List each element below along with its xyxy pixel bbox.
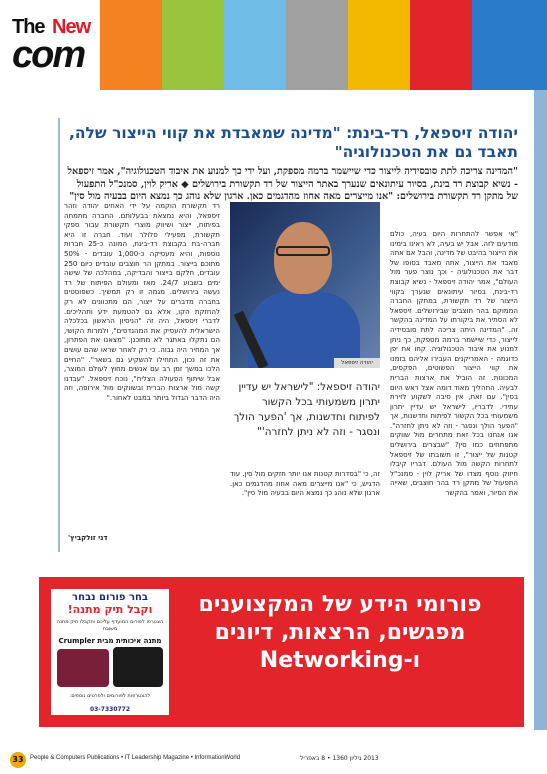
ad-title-line-3: ו-Networking bbox=[259, 648, 421, 673]
masthead-stripe-gray bbox=[286, 0, 348, 90]
ad-title-line-2: מפגשים, הרצאות, דיונים bbox=[214, 620, 466, 645]
article-column-right: "אי אפשר להתחרות היום בעיה, כולם מודעים לזה. אבל יש בעיה, לא ראינו בימינו את הייצור בהיבט של מדינה, והבל אם אתה מאבד את הייצור, אתה מאבד בסופו של דבר את הטכנולוגיה - וכך נוצר פער מול העולם", אמר יהודה זיספאל - נשיא קבוצת רד-בינת, בסיור עיתונאים שנערך בקווי הייצור של רד תקשורת, במתקן החברה הממוקם בהר חוצבים שבירושלים. זיספאל לא הסתיר את ביקורתו על המדינה בהקשר זה. "המדינה היתה צריכה לתת סובסידיה לייצור, כדי שיישמר ברמה מספקת, כך ניתן למנוע את איבוד הטכנולוגיה. קחו את יפן כדוגמה - האמריקנים העבירו אליהם בזמנו את קווי הייצור הפשוטים, הפקסים, המכונות. זה הוביל את ארצות הברית לבעיה. התהליך מאוד דומה אצל ראש היום בסין". עם זאת, אין סיבה לשקוע לזירת עתידי. לדבריו, לישראל יש עדיין יתרון משמעותי בכל הקשור לפיתוח וחדשנות, אך "הפער הולך ונסגר - וזה לא ניתן לחזרה". אנו אנחנו בכל זאת מתחרים מול שווקים מתפתחים כמו סין? "שבצרים בירושלים קטנות של ייצור", זו תשובתו של זיספאל לתחרות הקשה מול העולם. דבריו קיבלו חיזוק נוסף מצדו של אריק לוין - סמנכ"ל התפעול של מתקן רד בהר חוצבים, שאייה את הסיור, ואמר בהקשר bbox=[390, 230, 518, 498]
masthead-stripe-lightblue bbox=[224, 0, 286, 90]
masthead-stripe-green bbox=[162, 0, 224, 90]
ad-box-heading-2: וקבל תיק מתנה! bbox=[67, 603, 153, 616]
ad-box-brand: מתנה איכותית מבית Crumpler bbox=[58, 637, 162, 645]
photo-glasses bbox=[276, 246, 330, 256]
logo-com: com bbox=[12, 34, 85, 76]
article-lead: "המדינה צריכה לתת סובסידיה לייצור כדי שיישמר ברמה מספקת, ועל ידי כך למנוע את איבוד הטכנולוגיה", אמר זיספאל - נשיא קבוצת רד בינת, בסיור עיתונאים שנערך באתר הייצור של רד תקשורת בירושלים ◆ אריק לוין, סמנכ"ל התפעול של מתקן רד תקשורת בירושלים: "אנו מייצרים מאה אחוז מהדגמים כאן. ארגון שלא נוהג כך נמצא היום בבעיה מול סין" bbox=[67, 166, 518, 202]
ad-title bbox=[170, 591, 510, 675]
ad-title-line-1: פורומי הידע של המקצוענים bbox=[198, 592, 482, 617]
footer-issue-line: 2013 גיליון 1360 • 8 באפריל bbox=[300, 755, 379, 762]
article-headline: יהודה זיספאל, רד-בינת: "מדינה שמאבדת את קווי הייצור שלה, תאבד גם את הטכנולוגיה" bbox=[69, 124, 518, 161]
pull-quote: יהודה זיספאל: "לישראל יש עדיין יתרון משמעותי בכל הקשור לפיתוח וחדשנות, אך 'הפער הולך ונסגר - וזה לא ניתן לחזרה'" bbox=[233, 381, 380, 438]
masthead-stripe-red bbox=[410, 0, 472, 90]
ad-gift-box bbox=[51, 589, 169, 715]
article-column-middle: זה, כי "בסדרות קטנות אנו יותר חזקים מול סין. עוד הדגיש, כי "אנו מייצרים מאה אחוז מהדגמים כאן. ארגון שלא נוהג כך נמצא היום בבעיה מול סין". bbox=[230, 470, 380, 498]
footer-publication-line: People & Computers Publications • IT Leadership Magazine • InformationWorld bbox=[30, 755, 241, 761]
page-side-bar bbox=[534, 90, 547, 730]
masthead-stripe-blue bbox=[472, 0, 547, 90]
masthead-stripe-yellow bbox=[348, 0, 410, 90]
page-number: 33 bbox=[10, 752, 26, 768]
logo-the: The bbox=[12, 16, 45, 38]
portrait-photo bbox=[230, 202, 380, 368]
logo-new: New bbox=[52, 16, 91, 38]
magazine-logo bbox=[12, 4, 100, 86]
photo-shirt bbox=[248, 292, 360, 368]
bag-red-icon bbox=[57, 649, 109, 687]
ad-box-footer: להצטרפות לפורומים ולפרטים נוספים: bbox=[69, 693, 151, 699]
forum-advertisement[interactable] bbox=[39, 577, 524, 727]
article-byline: דני זולקביץ' bbox=[68, 534, 108, 542]
ad-box-heading-1: בחר פורום נבחר bbox=[72, 592, 148, 603]
article bbox=[58, 118, 526, 552]
photo-caption: יהודה זיספאל bbox=[334, 358, 380, 368]
masthead-stripe-orange bbox=[100, 0, 162, 90]
ad-box-phone[interactable]: 03-7330772 bbox=[89, 706, 131, 713]
photo-face bbox=[274, 222, 332, 294]
ad-box-description: הצטרפו לפורום המועדף עליכם ותקבלו תיק מתנה משובח bbox=[56, 619, 164, 632]
article-column-left: רד תקשורת הוקמה על ידי האחים יהודה וזהר זיספאל, והיא נמצאת בבעלותם. החברה מתמחה בפיתוח, ייצור ושיווק מוצרי תקשורת עבור ספקי תקשורת, מפעילי סלולר ועוד. חברה זו היא חברה-בת בקבוצת רד-בינת, המונה כ-25 חברות נוספות, והיא מעסיקה כ-1,000 עובדים - 50% מתוכם בייצור. במתקן הר חוצבים עובדים כיום 250 עובדים, חלקם בייצור והבדיקה, במהלכה של שישה ימים בשבוע 24/7. מאז ומעולם הפיתוח של רד נעשה בירושלים. מגמה זו רק תמשיך. כשפוסטים בחברה מדברים על ייצור, הם מתכוונים לא רק להחזקת הקו, אלא גם להטמעת ידע ותהליכים. לדברי זיספאל, היה זה "הניסיון הראשון בכלכלה הישראלית להעסיק את המהנדסים", ולמרות הקושי, הם נתקלו באתגר לא מתוכנן. "מצאנו את הפתרון, אך המחיר היה גבוה. כי רק לאחר שראו שהם עושים את זה נכון, התחילו להשקיע גם בשאר". "החיים הלכו במשך זמן רב עם אנשים מחוץ לעולם המוצר, אבל שיתוף הפעולה הצליח", נוכח זיספאל. "עבדנו קשה מול ארצות הברית ובשווקים מול אירופה, וזה היה הדבר הגדול ביותר במבט לאחור." bbox=[64, 202, 220, 402]
bag-black-icon bbox=[113, 647, 163, 687]
